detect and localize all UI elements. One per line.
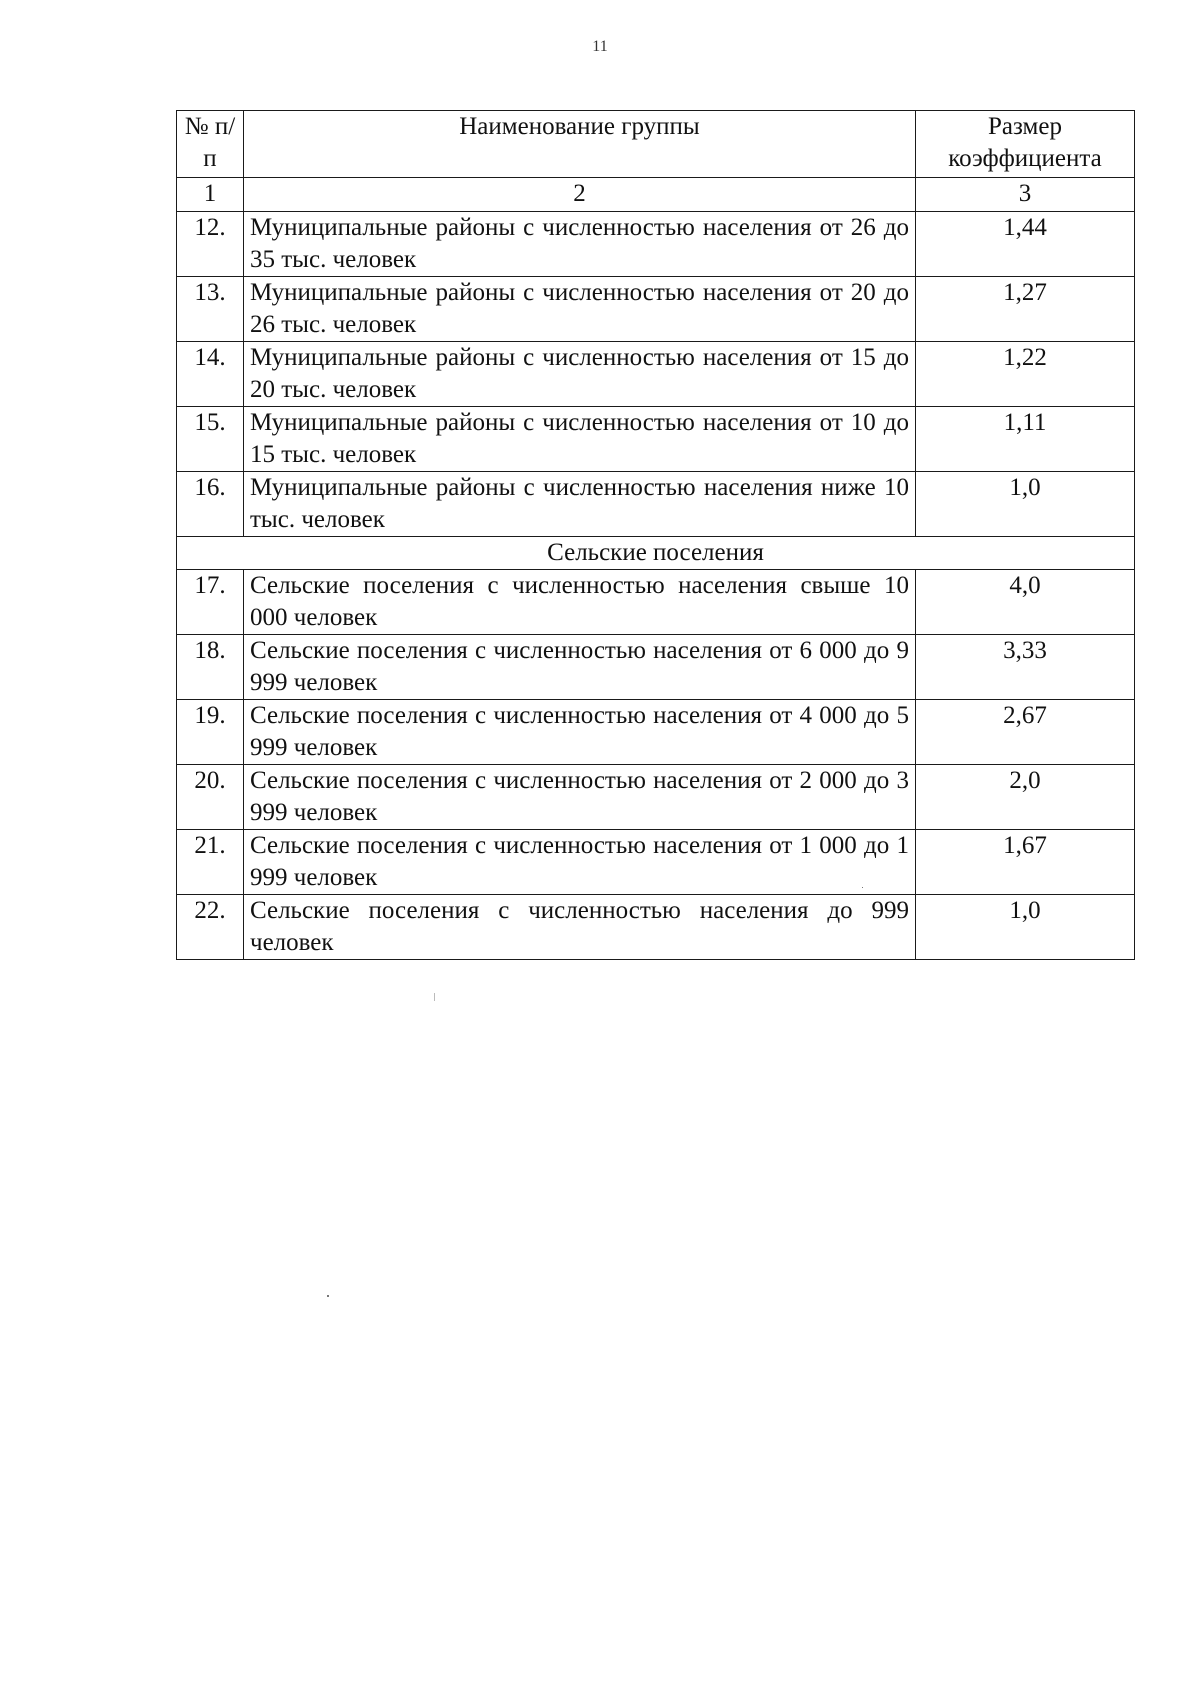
group-name: Сельские поселения с численностью населения до 999 человек xyxy=(244,895,916,960)
table-row xyxy=(177,830,1135,895)
table-header-row xyxy=(177,111,1135,178)
table-row xyxy=(177,342,1135,407)
coefficient-value: 1,22 xyxy=(916,342,1135,407)
coefficient-value: 4,0 xyxy=(916,570,1135,635)
group-name: Сельские поселения с численностью населения свыше 10 000 человек xyxy=(244,570,916,635)
page-number: 11 xyxy=(592,38,608,55)
group-name: Сельские поселения с численностью населения от 4 000 до 5 999 человек xyxy=(244,700,916,765)
column-index-row xyxy=(177,178,1135,212)
group-name: Сельские поселения с численностью населения от 2 000 до 3 999 человек xyxy=(244,765,916,830)
coefficient-table xyxy=(176,110,1135,960)
table-row xyxy=(177,212,1135,277)
row-number: 21. xyxy=(177,830,244,895)
scan-speck xyxy=(862,887,863,888)
row-number: 15. xyxy=(177,407,244,472)
coefficient-value: 1,0 xyxy=(916,895,1135,960)
table-row xyxy=(177,700,1135,765)
column-index-2: 2 xyxy=(244,178,916,212)
row-number: 17. xyxy=(177,570,244,635)
section-title: Сельские поселения xyxy=(177,537,1135,570)
coefficient-value: 3,33 xyxy=(916,635,1135,700)
row-number: 13. xyxy=(177,277,244,342)
coefficient-value: 1,27 xyxy=(916,277,1135,342)
coefficient-value: 1,44 xyxy=(916,212,1135,277)
scan-speck xyxy=(327,1295,329,1297)
column-index-1: 1 xyxy=(177,178,244,212)
header-name: Наименование группы xyxy=(244,111,916,178)
coefficient-value: 1,0 xyxy=(916,472,1135,537)
row-number: 18. xyxy=(177,635,244,700)
group-name: Сельские поселения с численностью населения от 1 000 до 1 999 человек xyxy=(244,830,916,895)
row-number: 19. xyxy=(177,700,244,765)
coefficient-value: 1,67 xyxy=(916,830,1135,895)
group-name: Муниципальные районы с численностью населения от 10 до 15 тыс. человек xyxy=(244,407,916,472)
group-name: Муниципальные районы с численностью населения от 20 до 26 тыс. человек xyxy=(244,277,916,342)
group-name: Муниципальные районы с численностью населения ниже 10 тыс. человек xyxy=(244,472,916,537)
row-number: 16. xyxy=(177,472,244,537)
table-row xyxy=(177,765,1135,830)
header-num: № п/п xyxy=(177,111,244,178)
group-name: Муниципальные районы с численностью населения от 15 до 20 тыс. человек xyxy=(244,342,916,407)
column-index-3: 3 xyxy=(916,178,1135,212)
row-number: 14. xyxy=(177,342,244,407)
coefficient-value: 2,67 xyxy=(916,700,1135,765)
coefficient-value: 1,11 xyxy=(916,407,1135,472)
coefficient-value: 2,0 xyxy=(916,765,1135,830)
table-row xyxy=(177,570,1135,635)
section-header-row xyxy=(177,537,1135,570)
row-number: 12. xyxy=(177,212,244,277)
scan-mark xyxy=(434,993,435,1001)
table-row xyxy=(177,472,1135,537)
header-coef: Размер коэффициента xyxy=(916,111,1135,178)
row-number: 22. xyxy=(177,895,244,960)
row-number: 20. xyxy=(177,765,244,830)
table-row xyxy=(177,635,1135,700)
group-name: Сельские поселения с численностью населения от 6 000 до 9 999 человек xyxy=(244,635,916,700)
table-row xyxy=(177,895,1135,960)
table-row xyxy=(177,277,1135,342)
table-row xyxy=(177,407,1135,472)
group-name: Муниципальные районы с численностью населения от 26 до 35 тыс. человек xyxy=(244,212,916,277)
